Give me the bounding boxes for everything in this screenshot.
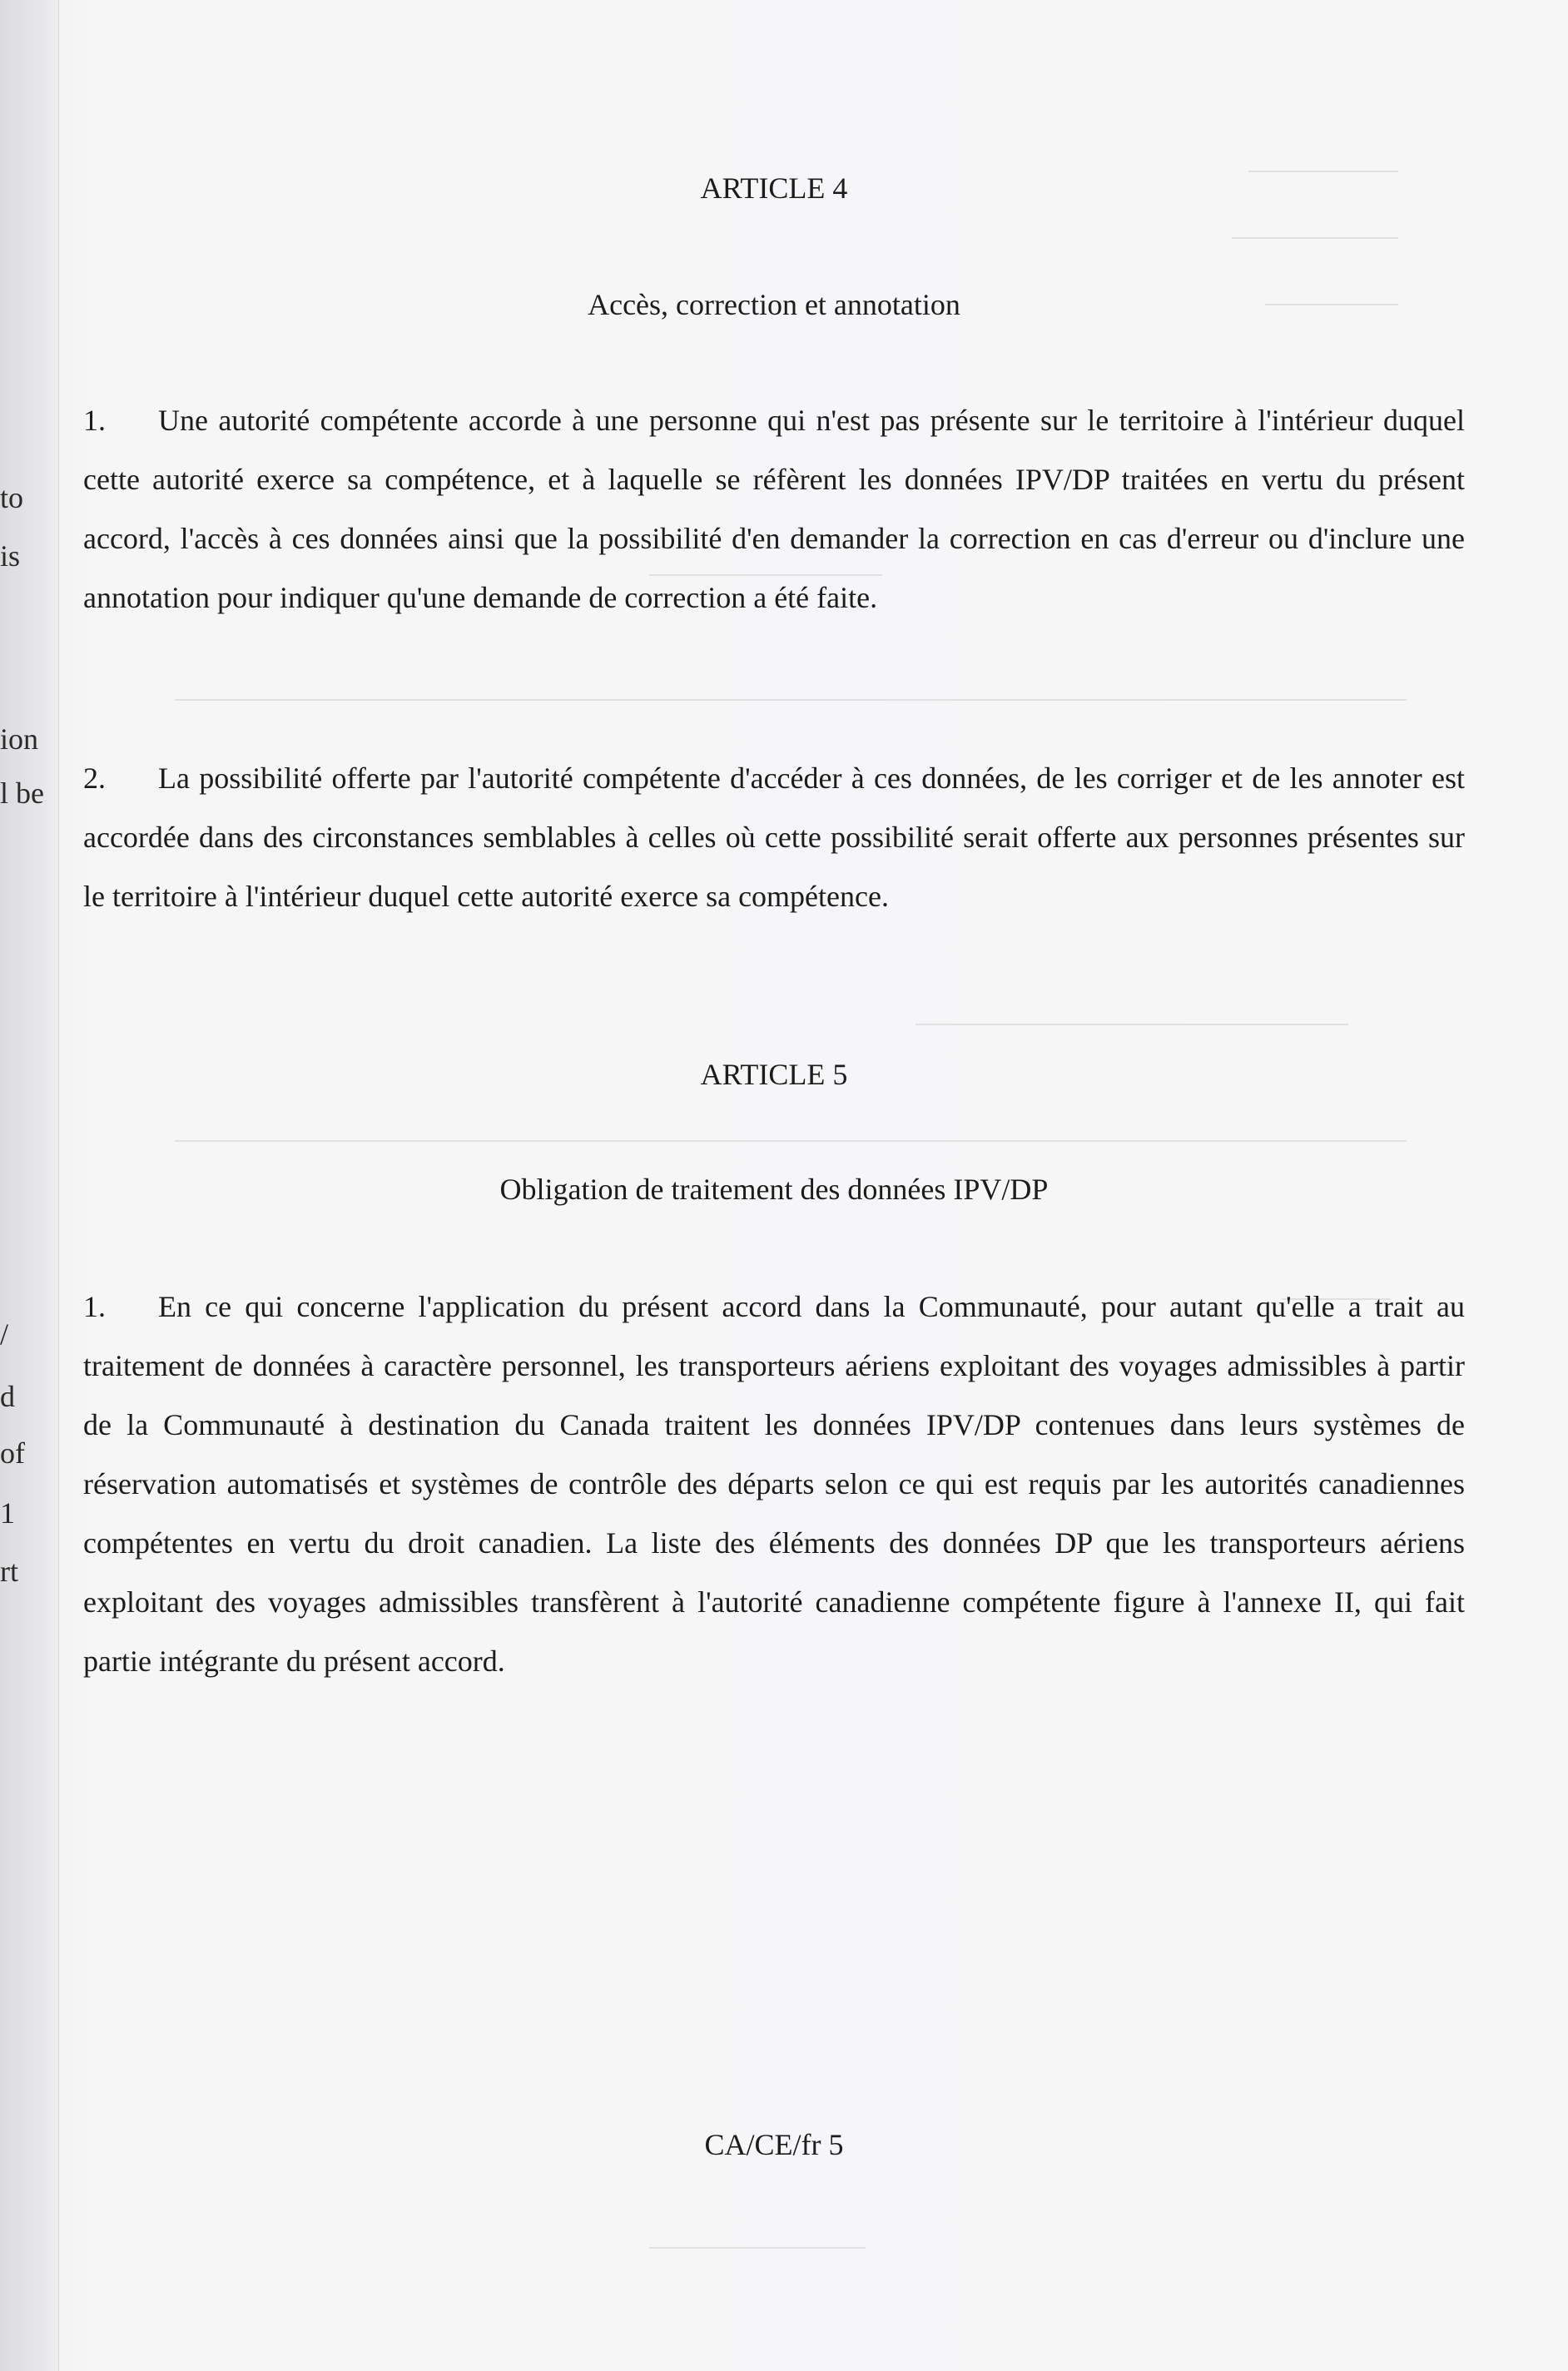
edge-fragment: of [0, 1436, 25, 1470]
article-4-paragraph-2 [83, 749, 1465, 926]
edge-fragment: rt [0, 1555, 18, 1588]
bleed-through-mark [915, 1024, 1348, 1025]
paragraph-text: En ce qui concerne l'application du présent accord dans la Communauté, pour autant qu'elle a trait au traitement de données à caractère personnel, les transporteurs aériens exploitant des voyages admissibles à partir de la Communauté à destination du Canada traitent les données IPV/DP contenues dans leurs systèmes de réservation automatisés et systèmes de contrôle des départs selon ce qui est requis par les autorités canadiennes compétentes en vertu du droit canadien. La liste des éléments des données DP que les transporteurs aériens exploitant des voyages admissibles transfèrent à l'autorité canadienne compétente figure à l'annexe II, qui fait partie intégrante du présent accord. [83, 1290, 1465, 1678]
edge-fragment: l be [0, 776, 44, 810]
article-5-subtitle: Obligation de traitement des données IPV/DP [499, 1173, 1049, 1206]
bleed-through-mark [649, 2247, 866, 2249]
article-5-paragraph-1 [83, 1277, 1465, 1691]
paragraph-number: 1. [83, 404, 106, 437]
edge-fragment: / [0, 1317, 9, 1351]
article-4-subtitle: Accès, correction et annotation [588, 288, 960, 321]
edge-fragment: is [0, 539, 21, 573]
paragraph-number: 1. [83, 1290, 106, 1323]
article-4-title: ARTICLE 4 [700, 171, 848, 205]
facing-page-edge [0, 0, 59, 2371]
paragraph-text: La possibilité offerte par l'autorité compétente d'accéder à ces données, de les corriger et de les annoter est accordée dans des circonstances semblables à celles où cette possibilité serait offerte aux personnes présentes sur le territoire à l'intérieur duquel cette autorité exerce sa compétence. [83, 761, 1465, 913]
bleed-through-mark [1232, 237, 1398, 239]
edge-fragment: to [0, 481, 24, 514]
edge-fragment: 1 [0, 1496, 15, 1530]
paragraph-text: Une autorité compétente accorde à une personne qui n'est pas présente sur le territoire à l'intérieur duquel cette autorité exerce sa compétence, et à laquelle se réfèrent les données IPV/DP traitées en vertu du présent accord, l'accès à ces données ainsi que la possibilité d'en demander la correction en cas d'erreur ou d'inclure une annotation pour indiquer qu'une demande de correction a été faite. [83, 404, 1465, 614]
bleed-through-mark [175, 699, 1407, 701]
edge-fragment: ion [0, 722, 39, 756]
bleed-through-mark [175, 1140, 1407, 1142]
page-reference: CA/CE/fr 5 [704, 2128, 844, 2161]
edge-fragment: d [0, 1380, 15, 1413]
article-4-paragraph-1 [83, 391, 1465, 627]
paragraph-number: 2. [83, 761, 106, 795]
article-5-title: ARTICLE 5 [700, 1058, 848, 1091]
